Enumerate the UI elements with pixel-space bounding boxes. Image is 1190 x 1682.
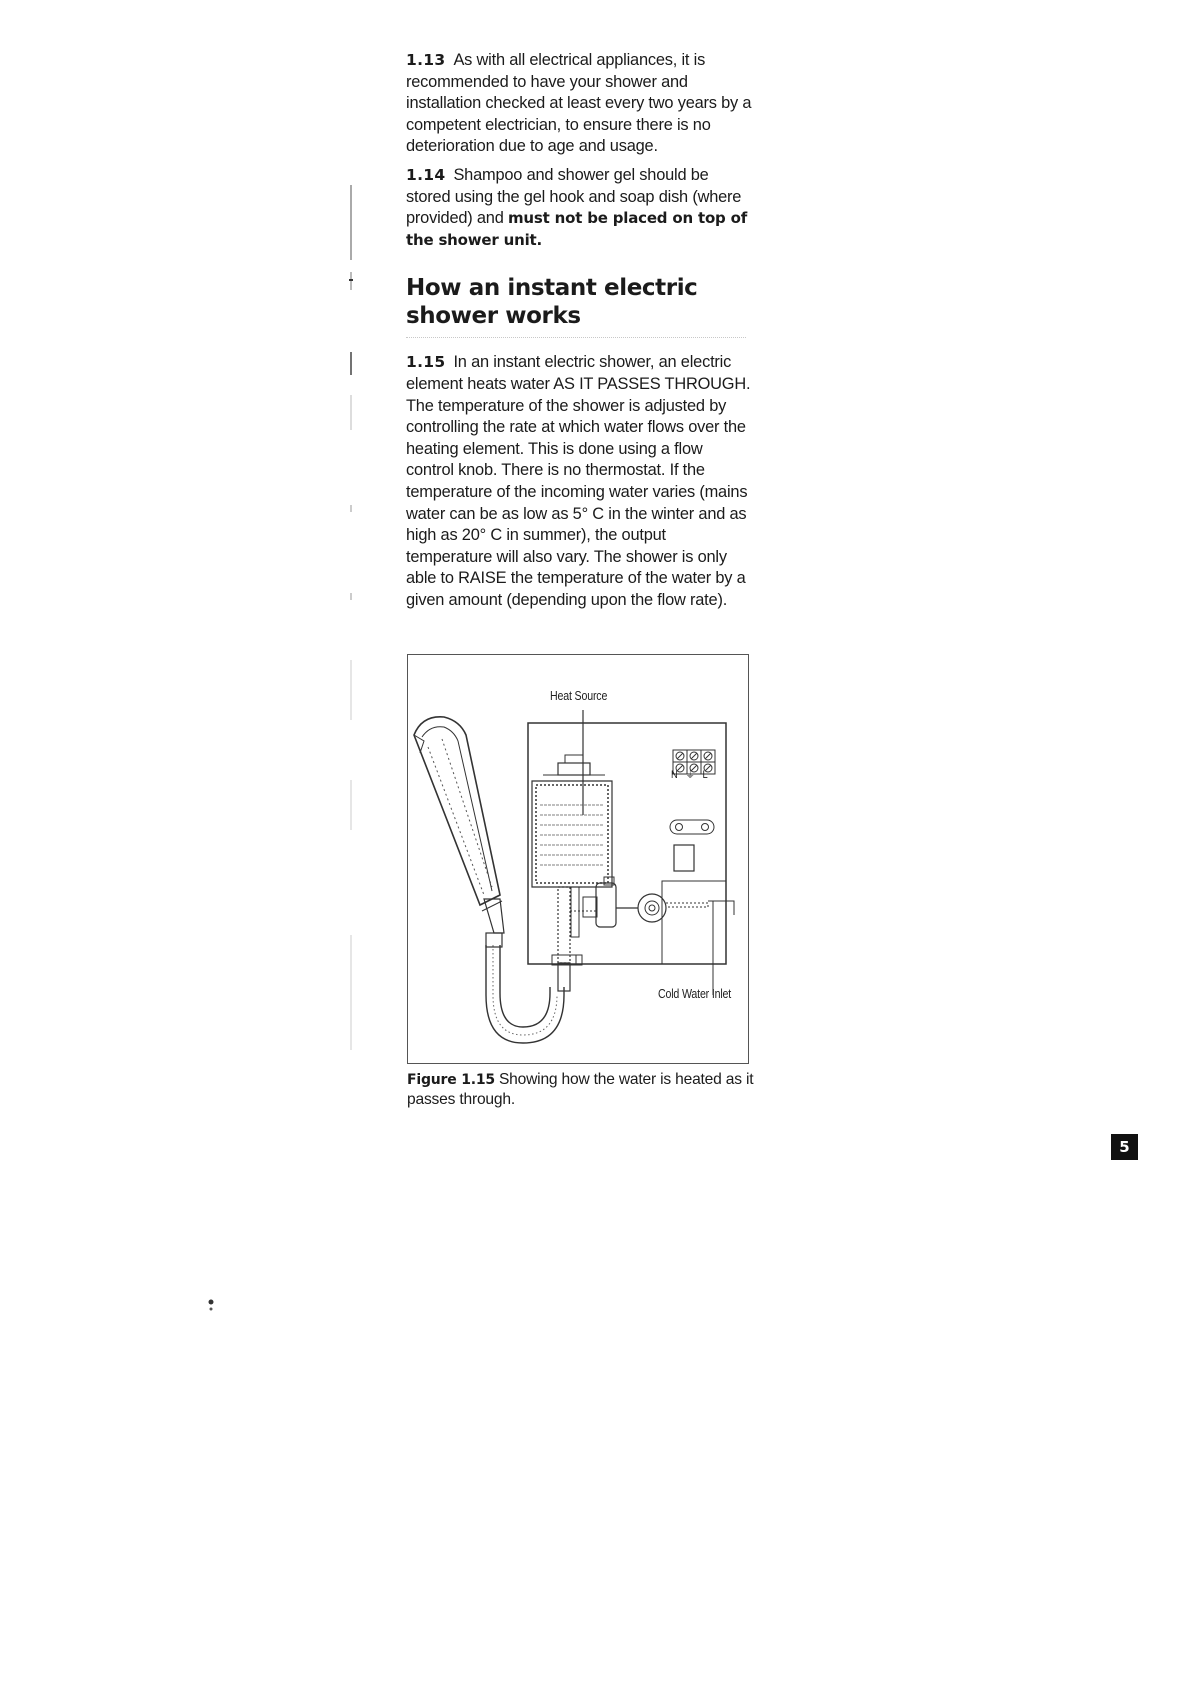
page-number-badge: 5	[1111, 1134, 1138, 1160]
text-column	[406, 50, 754, 618]
heading-divider	[406, 336, 746, 338]
section-number: 1.13	[406, 51, 446, 69]
section-text: In an instant electric shower, an electric element heats water AS IT PASSES THROUGH. The temperature of the shower is adjusted by controlling the rate at which water flows over the heating element. This is done using a flow control knob. There is no thermostat. If the temperature of the incoming water varies (mains water can be as low as 5° C in the winter and as high as 20° C in summer), the output temperature will also vary. The shower is only able to RAISE the temperature of the water by a given amount (depending upon the flow rate).	[406, 353, 751, 609]
figure-caption	[407, 1070, 755, 1110]
section-number: 1.14	[406, 165, 446, 184]
section-heading: How an instant electric shower works	[406, 275, 698, 330]
section-emphasis: must not be placed on top of the shower unit.	[406, 209, 748, 249]
section-1-15	[406, 352, 754, 611]
section-number: 1.15	[406, 353, 446, 372]
caption-label: Figure 1.15	[407, 1072, 495, 1088]
figure-shower-diagram	[407, 654, 749, 1064]
caption-text: Showing how the water is heated as it passes through.	[407, 1071, 754, 1108]
section-1-14	[406, 165, 754, 251]
cold-water-inlet-label: Cold Water Inlet	[658, 987, 732, 1001]
section-text: As with all electrical appliances, it is recommended to have your shower and installation checked at least every two years by a competent electrician, to ensure there is no deterioration due to age and usage.	[406, 51, 752, 156]
shower-diagram-illustration	[408, 655, 750, 1065]
terminal-labels: N ⏚ L	[671, 769, 711, 781]
heat-source-label: Heat Source	[550, 689, 608, 703]
section-text: Shampoo and shower gel should be stored using the gel hook and soap dish (where provided) and	[406, 165, 742, 228]
section-1-13	[406, 50, 754, 158]
